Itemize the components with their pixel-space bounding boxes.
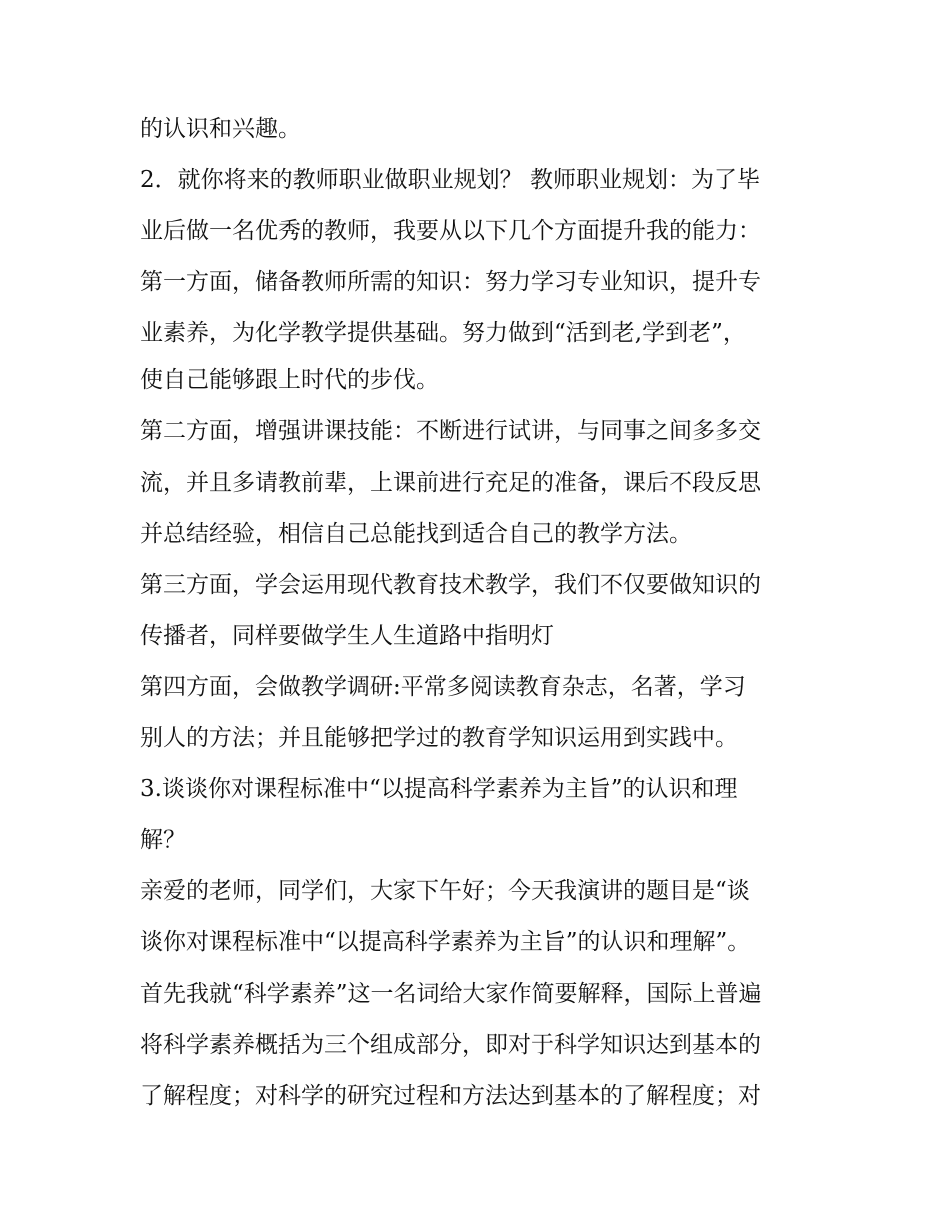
text-line: 传播者，同样要做学生人生道路中指明灯	[140, 623, 554, 649]
text-line: 首先我就“科学素养”这一名词给大家作简要解释，国际上普遍	[140, 981, 762, 1007]
text-line: 的认识和兴趣。	[140, 116, 301, 142]
text-line: 了解程度；对科学的研究过程和方法达到基本的了解程度；对	[140, 1083, 761, 1109]
text-line: 解？	[140, 827, 186, 853]
text-line: 业素养，为化学教学提供基础。努力做到“活到老,学到老”，	[140, 320, 746, 346]
text-line: 第三方面，学会运用现代教育技术教学，我们不仅要做知识的	[140, 572, 761, 598]
text-line: 第四方面，会做教学调研:平常多阅读教育杂志，名著，学习	[140, 674, 746, 700]
text-line: 使自己能够跟上时代的步伐。	[140, 367, 439, 393]
text-line: 3.谈谈你对课程标准中“以提高科学素养为主旨”的认识和理	[140, 776, 738, 802]
text-line: 别人的方法；并且能够把学过的教育学知识运用到实践中。	[140, 725, 738, 751]
text-line: 亲爱的老师，同学们，大家下午好；今天我演讲的题目是“谈	[140, 878, 750, 904]
text-line: 第一方面，储备教师所需的知识：努力学习专业知识，提升专	[140, 269, 761, 295]
text-line: 业后做一名优秀的教师，我要从以下几个方面提升我的能力：	[140, 218, 761, 244]
text-line: 并总结经验，相信自己总能找到适合自己的教学方法。	[140, 521, 692, 547]
text-line: 谈你对课程标准中“以提高科学素养为主旨”的认识和理解”。	[140, 929, 751, 955]
text-line: 2．就你将来的教师职业做职业规划？ 教师职业规划：为了毕	[140, 167, 760, 193]
text-line: 将科学素养概括为三个组成部分，即对于科学知识达到基本的	[140, 1032, 761, 1058]
text-line: 第二方面，增强讲课技能：不断进行试讲，与同事之间多多交	[140, 418, 761, 444]
text-line: 流，并且多请教前辈，上课前进行充足的准备，课后不段反思	[140, 470, 761, 496]
